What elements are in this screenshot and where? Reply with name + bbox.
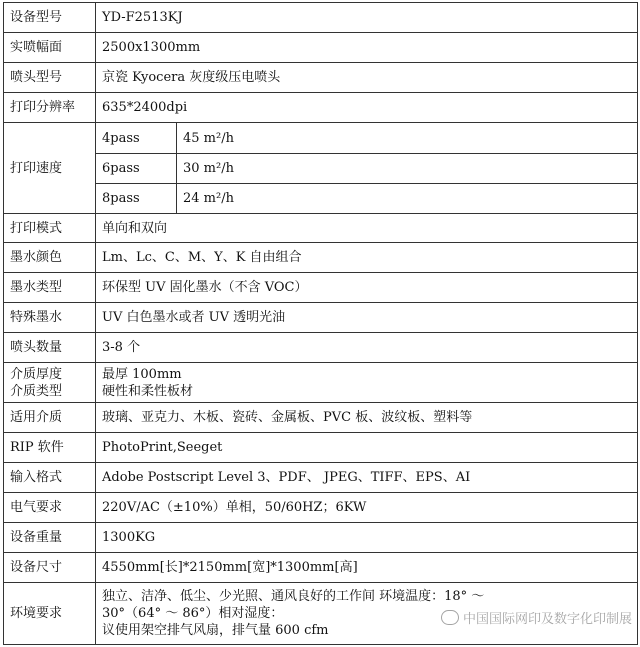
speed-value: 30 m²/h: [177, 154, 638, 184]
wechat-icon: [441, 610, 459, 625]
table-row: [4, 553, 638, 583]
row-label: 输入格式: [4, 463, 96, 493]
row-label: 环境要求: [4, 583, 96, 645]
row-value: 京瓷 Kyocera 灰度级压电喷头: [96, 63, 638, 93]
row-value: 3-8 个: [96, 333, 638, 363]
table-row: [4, 333, 638, 363]
row-label: 打印模式: [4, 214, 96, 243]
row-label: 特殊墨水: [4, 303, 96, 333]
table-row: [4, 154, 638, 184]
table-row: [4, 433, 638, 463]
row-label: RIP 软件: [4, 433, 96, 463]
row-value: 220V/AC（±10%）单相，50/60HZ；6KW: [96, 493, 638, 523]
media-thickness-value: 最厚 100mm: [102, 366, 182, 382]
row-value: 2500x1300mm: [96, 33, 638, 63]
row-value: 635*2400dpi: [96, 93, 638, 123]
media-type-value: 硬性和柔性板材: [102, 383, 194, 399]
table-row: [4, 93, 638, 123]
watermark-text: 中国国际网印及数字化印制展: [462, 612, 632, 627]
row-label: 打印速度: [4, 123, 96, 214]
env-line-2: 30°（64° ～ 86°）相对湿度：: [102, 606, 284, 621]
table-row: [4, 243, 638, 273]
row-value: Adobe Postscript Level 3、PDF、 JPEG、TIFF、EPS、AI: [96, 463, 638, 493]
table-row: [4, 463, 638, 493]
table-row: [4, 273, 638, 303]
table-row: [4, 363, 638, 403]
table-row: [4, 123, 638, 154]
media-thickness-label: 介质厚度: [10, 366, 63, 382]
row-value: [96, 363, 638, 403]
watermark: [441, 608, 632, 627]
env-line-1: 独立、洁净、低尘、少光照、通风良好的工作间 环境温度：18° ～: [102, 589, 485, 604]
row-value: 玻璃、亚克力、木板、瓷砖、金属板、PVC 板、波纹板、塑料等: [96, 403, 638, 433]
speed-pass: 8pass: [96, 184, 177, 214]
spec-table: [3, 2, 638, 645]
row-value: 单向和双向: [96, 214, 638, 243]
row-label: 适用介质: [4, 403, 96, 433]
row-label: 打印分辨率: [4, 93, 96, 123]
row-label: 设备重量: [4, 523, 96, 553]
speed-value: 24 m²/h: [177, 184, 638, 214]
table-row: [4, 214, 638, 243]
table-row: [4, 523, 638, 553]
row-label: 设备尺寸: [4, 553, 96, 583]
table-row: [4, 184, 638, 214]
row-label: 墨水类型: [4, 273, 96, 303]
table-row: [4, 303, 638, 333]
row-label: 喷头型号: [4, 63, 96, 93]
table-row: [4, 3, 638, 33]
table-row: [4, 493, 638, 523]
speed-pass: 6pass: [96, 154, 177, 184]
row-label: [4, 363, 96, 403]
row-label: 设备型号: [4, 3, 96, 33]
row-label: 实喷幅面: [4, 33, 96, 63]
row-value: PhotoPrint,Seeget: [96, 433, 638, 463]
table-row: [4, 403, 638, 433]
row-value: 环保型 UV 固化墨水（不含 VOC）: [96, 273, 638, 303]
row-value: 1300KG: [96, 523, 638, 553]
row-label: 墨水颜色: [4, 243, 96, 273]
row-value: 4550mm[长]*2150mm[宽]*1300mm[高]: [96, 553, 638, 583]
row-label: 喷头数量: [4, 333, 96, 363]
row-value: Lm、Lc、C、M、Y、K 自由组合: [96, 243, 638, 273]
row-label: 电气要求: [4, 493, 96, 523]
media-type-label: 介质类型: [10, 383, 63, 399]
env-line-3: 议使用架空排气风扇，排气量 600 cfm: [102, 623, 329, 638]
row-value: YD-F2513KJ: [96, 3, 638, 33]
row-value: UV 白色墨水或者 UV 透明光油: [96, 303, 638, 333]
speed-value: 45 m²/h: [177, 123, 638, 154]
speed-pass: 4pass: [96, 123, 177, 154]
table-row: [4, 63, 638, 93]
table-row: [4, 33, 638, 63]
